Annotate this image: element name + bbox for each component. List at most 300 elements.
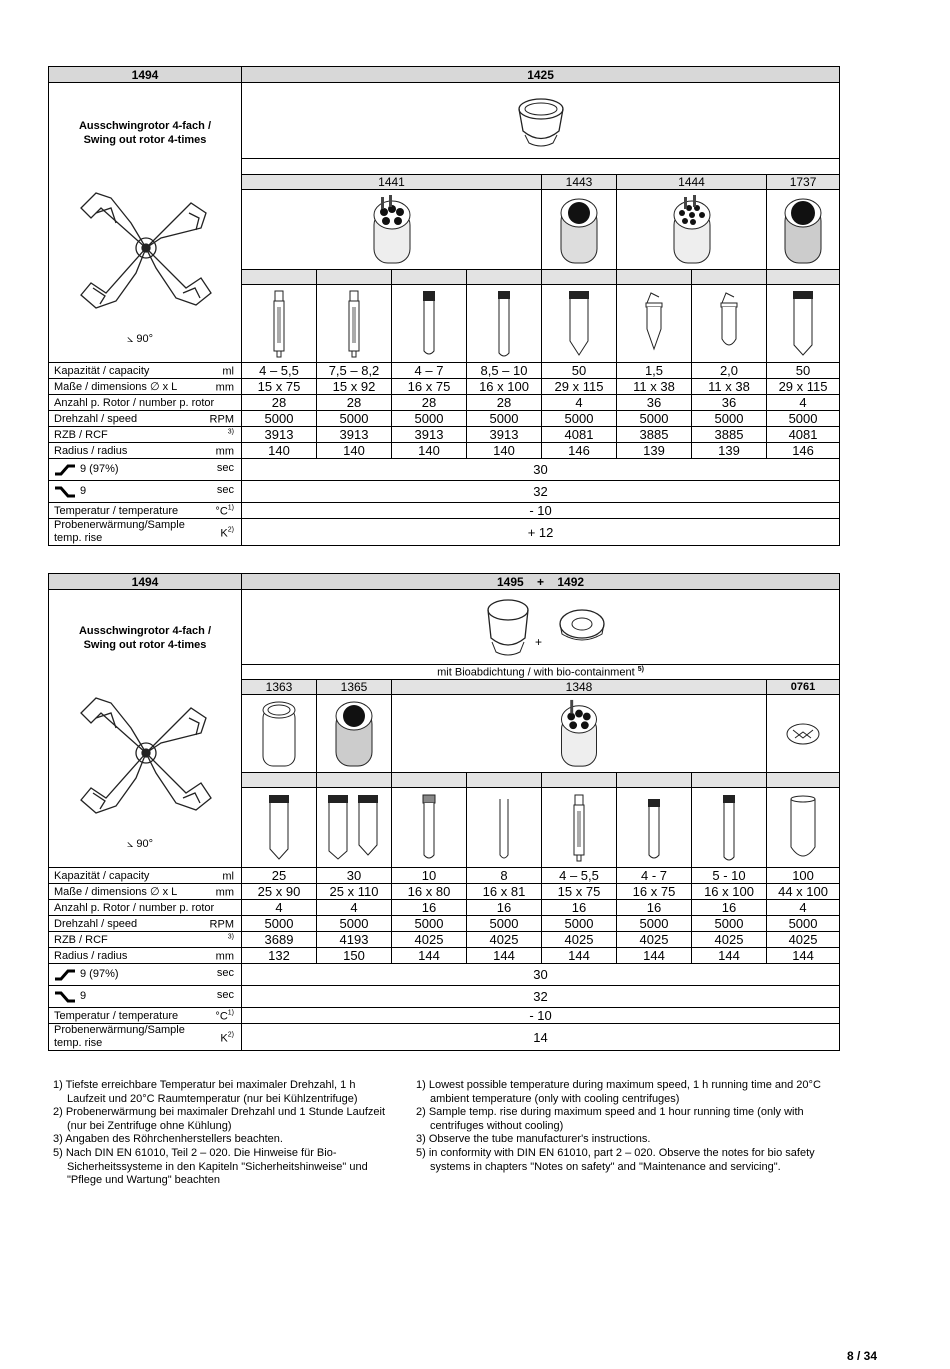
spacer [467,773,542,788]
bucket-image-cell [242,590,840,665]
data-row [49,932,840,948]
adapter-1444: 1444 [617,175,767,190]
value-cell: 4 [767,395,840,411]
value-cell: 15 x 75 [542,884,617,900]
value-cell: 16 [617,900,692,916]
row-unit [228,933,234,946]
capped-tube-icon [496,289,512,359]
conical-tube-pair-icon [326,793,382,863]
cylinder-adapter-icon [259,698,299,770]
decel-unit: sec [216,484,234,496]
footnote-de-1: 1) Tiefste erreichbare Temperatur bei maximaler Drehzahl, 1 h Laufzeit und 20°C Raumtemperatur (nur bei Kühlzentrifuge) [53,1079,358,1105]
single-hole-adapter-icon [556,193,602,267]
blood-tube-icon [572,793,586,863]
spacer [467,270,542,285]
spacer [767,270,840,285]
value-cell: 36 [692,395,767,411]
rotor-number: 1494 [49,67,242,83]
value-cell: 16 [692,900,767,916]
value-cell: 28 [317,395,392,411]
capped-tube-icon [646,793,662,863]
tube-image [317,788,392,868]
value-cell: 5000 [542,916,617,932]
row-label: Maße / dimensions ∅ x L [54,381,178,393]
value-cell: 11 x 38 [617,379,692,395]
tube-image [767,285,840,363]
value-cell: 146 [542,443,617,459]
angle-label [127,838,153,851]
row-label-cell [49,916,242,932]
value-cell: 5000 [692,411,767,427]
temp-label: Temperatur / temperature [54,504,179,517]
value-cell: 140 [317,443,392,459]
value-cell: 150 [317,948,392,964]
acceleration-ramp-icon [54,969,76,981]
value-cell: 28 [392,395,467,411]
value-cell: 50 [767,363,840,379]
rotor-name-de: Ausschwingrotor 4-fach / [78,120,212,132]
footnote-en-2: 2) Sample temp. rise during maximum speed and 1 hour running time (only with centrifuges without cooling) [416,1106,804,1132]
acceleration-ramp-icon [54,464,76,476]
value-cell: 3913 [317,427,392,443]
value-cell: 4193 [317,932,392,948]
row-label: RZB / RCF [54,428,108,441]
capped-tube-icon [421,793,437,863]
value-cell: 3913 [392,427,467,443]
deceleration-ramp-icon [54,991,76,1003]
accel-value: 30 [242,964,840,986]
value-cell: 36 [617,395,692,411]
accel-value: 30 [242,459,840,481]
value-cell: 3885 [617,427,692,443]
footnote-en-3: 3) Observe the tube manufacturer's instructions. [416,1133,651,1146]
row-unit [216,444,234,457]
spacer [542,270,617,285]
value-cell: 5000 [242,411,317,427]
value-cell: 5000 [242,916,317,932]
rise-label-2: temp. rise [54,1037,103,1049]
adapter-1737: 1737 [767,175,840,190]
decel-label: 9 [80,990,87,1003]
rise-row [49,519,840,546]
unit-text: K [220,1032,228,1045]
angle-icon: ⦣ [127,838,134,850]
adapter-image-1737 [767,190,840,270]
rotor-number: 1494 [49,574,242,590]
value-cell: 4 [242,900,317,916]
value-cell: 4 – 5,5 [542,868,617,884]
value-cell: 140 [242,443,317,459]
tube-image [617,788,692,868]
row-label-cell [49,868,242,884]
value-cell: 5000 [692,916,767,932]
adapter-1441: 1441 [242,175,542,190]
value-cell: 16 [467,900,542,916]
unit-text: ml [222,869,234,882]
spacer [692,270,767,285]
value-cell: 144 [692,948,767,964]
tube-image [392,285,467,363]
deceleration-ramp-icon [54,486,76,498]
value-cell: 16 x 75 [392,379,467,395]
temp-label: Temperatur / temperature [54,1009,179,1022]
value-cell: 144 [542,948,617,964]
decel-label-cell [49,481,242,503]
value-cell: 5000 [392,411,467,427]
value-cell: 11 x 38 [692,379,767,395]
tube-image [392,788,467,868]
conical-tube-icon [567,289,591,359]
unit-text: K [220,527,228,540]
value-cell: 15 x 75 [242,379,317,395]
bio-note-sup: 5) [637,665,644,673]
unit-text: °C [215,504,228,517]
rise-row [49,1024,840,1051]
rise-label-cell [49,519,242,546]
adapter-image-1348 [392,695,767,773]
adapter-image-0761 [767,695,840,773]
table2-data-rows [49,868,840,1051]
value-cell: 5000 [392,916,467,932]
decel-value: 32 [242,986,840,1008]
spacer [617,773,692,788]
value-cell: 5000 [767,916,840,932]
row-label-cell [49,948,242,964]
value-cell: 8 [467,868,542,884]
swing-out-rotor-illustration [71,688,221,818]
micro-tube-icon [718,289,740,359]
value-cell: 16 [542,900,617,916]
data-row [49,443,840,459]
multi-hole-adapter-icon [554,698,604,770]
rise-value: + 12 [242,519,840,546]
data-row [49,868,840,884]
unit-text: mm [215,949,234,962]
decel-row [49,986,840,1008]
spacer [692,773,767,788]
lid-icon [783,714,823,754]
value-cell: 4025 [467,932,542,948]
decel-value: 32 [242,481,840,503]
value-cell: 16 x 81 [467,884,542,900]
spacer [317,270,392,285]
spacer [767,773,840,788]
value-cell: 7,5 – 8,2 [317,363,392,379]
value-cell: 30 [317,868,392,884]
rise-unit [220,524,234,541]
data-row [49,411,840,427]
value-cell: 144 [467,948,542,964]
rise-unit [220,1029,234,1046]
value-cell: 28 [242,395,317,411]
tube-image [542,788,617,868]
value-cell: 29 x 115 [767,379,840,395]
accel-unit: sec [216,462,234,474]
micro-tube-icon [643,289,665,359]
bio-note: mit Bioabdichtung / with bio-containment [437,666,635,679]
tube-image [767,788,840,868]
data-row [49,427,840,443]
bucket-number: 1495 + 1492 [242,574,840,590]
row-label: Anzahl p. Rotor / number p. rotor [54,901,215,914]
rise-label-2: temp. rise [54,532,103,544]
value-cell: 25 [242,868,317,884]
value-cell: 44 x 100 [767,884,840,900]
value-cell: 4 [542,395,617,411]
value-cell: 16 x 80 [392,884,467,900]
open-tube-icon [496,793,512,863]
temp-label-cell [49,503,242,519]
wide-tube-icon [788,793,818,863]
value-cell: 3885 [692,427,767,443]
bio-bucket-icon [482,594,612,660]
value-cell: 132 [242,948,317,964]
angle-icon: ⦣ [127,333,134,345]
spacer [392,270,467,285]
rise-label-cell [49,1024,242,1051]
value-cell: 4025 [692,932,767,948]
value-cell: 4 – 5,5 [242,363,317,379]
unit-text: mm [215,444,234,457]
unit-sup: 1) [227,1009,234,1017]
footnote-en-5: 5) in conformity with DIN EN 61010, part 2 – 020. Observe the notes for bio safety systems in chapters "Notes on safety" and "Maintenance and servicing". [416,1146,815,1173]
unit-sup: 2) [227,526,234,534]
table1-data-rows [49,363,840,546]
tube-image [242,285,317,363]
footnote-de-3: 3) Angaben des Röhrchenherstellers beachten. [53,1133,283,1146]
tube-image [242,788,317,868]
row-label: Kapazität / capacity [54,364,150,377]
row-unit [216,949,234,962]
value-cell: 139 [692,443,767,459]
value-cell: 5000 [617,916,692,932]
accel-label-cell [49,459,242,481]
adapter-image-1363 [242,695,317,773]
unit-sup: 2) [227,1031,234,1039]
accel-unit: sec [216,967,234,979]
adapter-1363: 1363 [242,680,317,695]
data-row [49,379,840,395]
footnote-de-2: 2) Probenerwärmung bei maximaler Drehzahl und 1 Stunde Laufzeit (nur bei Zentrifuge ohne Kühlung) [53,1106,386,1132]
bio-note-cell [242,665,840,680]
spacer [242,270,317,285]
rise-label-1: Probenerwärmung/Sample [54,1024,185,1036]
data-row [49,884,840,900]
row-label-cell [49,932,242,948]
data-row [49,363,840,379]
adapter-1443: 1443 [542,175,617,190]
adapter-0761: 0761 [767,680,840,695]
temp-row [49,1008,840,1024]
swing-out-rotor-illustration [71,183,221,313]
row-label: Radius / radius [54,444,128,457]
value-cell: 144 [767,948,840,964]
value-cell: 3913 [242,427,317,443]
value-cell: 146 [767,443,840,459]
accel-row [49,964,840,986]
value-cell: 3689 [242,932,317,948]
value-cell: 3913 [467,427,542,443]
value-cell: 4081 [542,427,617,443]
row-label: Drehzahl / speed [54,412,138,425]
adapter-1365: 1365 [317,680,392,695]
value-cell: 144 [392,948,467,964]
row-label: Anzahl p. Rotor / number p. rotor [54,396,215,409]
multi-hole-adapter-icon [367,193,417,267]
row-unit [228,428,234,441]
accel-label: 9 (97%) [80,463,119,476]
accel-label-cell [49,964,242,986]
value-cell: 50 [542,363,617,379]
rotor-table-2 [48,573,840,1051]
value-cell: 4025 [542,932,617,948]
angle-value: 90° [136,333,154,345]
value-cell: 10 [392,868,467,884]
temp-value: - 10 [242,503,840,519]
row-label-cell [49,379,242,395]
spacer [617,270,692,285]
row-unit [216,885,234,898]
unit-sup: 3) [227,428,234,436]
adapter-image-1443 [542,190,617,270]
value-cell: 139 [617,443,692,459]
value-cell: 5000 [617,411,692,427]
row-unit [222,869,234,882]
spacer [542,773,617,788]
tube-image [467,285,542,363]
row-label-cell [49,900,242,916]
value-cell: 29 x 115 [542,379,617,395]
capped-tube-icon [721,793,737,863]
value-cell: 5000 [467,411,542,427]
value-cell: 25 x 110 [317,884,392,900]
footnote-en-1: 1) Lowest possible temperature during maximum speed, 1 h running time and 20°C ambient temperature (only with cooling centrifuges) [416,1079,821,1105]
value-cell: 4025 [617,932,692,948]
rotor-name-de: Ausschwingrotor 4-fach / [78,625,212,637]
single-hole-adapter-icon [780,193,826,267]
value-cell: 25 x 90 [242,884,317,900]
row-unit [210,412,234,425]
value-cell: 1,5 [617,363,692,379]
value-cell: 4 [767,900,840,916]
unit-text: RPM [209,917,234,930]
spacer-row [242,159,840,175]
value-cell: 4 [317,900,392,916]
row-label: RZB / RCF [54,933,108,946]
row-unit [210,917,234,930]
value-cell: 5000 [317,916,392,932]
value-cell: 2,0 [692,363,767,379]
rotor-name-en: Swing out rotor 4-times [83,639,207,651]
unit-text: mm [215,885,234,898]
unit-text: mm [215,380,234,393]
value-cell: 5000 [467,916,542,932]
spacer [317,773,392,788]
rotor-table-1 [48,66,840,546]
rise-value: 14 [242,1024,840,1051]
value-cell: 4025 [767,932,840,948]
tube-image [467,788,542,868]
round-bucket-icon [511,91,571,151]
tube-image [542,285,617,363]
row-label-cell [49,411,242,427]
value-cell: 5000 [542,411,617,427]
single-hole-adapter-icon [331,698,377,770]
value-cell: 140 [467,443,542,459]
blood-tube-icon [347,289,361,359]
rotor-cell [49,83,242,363]
tube-image [617,285,692,363]
bucket-image-cell [242,83,840,159]
value-cell: 5000 [317,411,392,427]
unit-sup: 3) [227,933,234,941]
value-cell: 144 [617,948,692,964]
adapter-1348: 1348 [392,680,767,695]
temp-unit [215,1009,234,1022]
adapter-image-1444 [617,190,767,270]
value-cell: 16 x 75 [617,884,692,900]
rotor-name-en: Swing out rotor 4-times [83,134,207,146]
row-label-cell [49,427,242,443]
temp-unit [215,504,234,517]
decel-row [49,481,840,503]
conical-tube-icon [791,289,815,359]
blood-tube-icon [272,289,286,359]
data-row [49,916,840,932]
bucket-number: 1425 [242,67,840,83]
angle-label [127,333,153,346]
decel-unit: sec [216,989,234,1001]
value-cell: 15 x 92 [317,379,392,395]
page-number: 8 / 34 [846,1349,877,1363]
value-cell: 8,5 – 10 [467,363,542,379]
value-cell: 4025 [392,932,467,948]
spacer [392,773,467,788]
row-label: Drehzahl / speed [54,917,138,930]
rise-label-1: Probenerwärmung/Sample [54,519,185,531]
angle-value: 90° [136,838,154,850]
value-cell: 5 - 10 [692,868,767,884]
value-cell: 140 [392,443,467,459]
temp-row [49,503,840,519]
value-cell: 28 [467,395,542,411]
value-cell: 5000 [767,411,840,427]
unit-sup: 1) [227,504,234,512]
plus-sign: + [535,635,543,649]
row-label: Kapazität / capacity [54,869,150,882]
conical-tube-icon [267,793,291,863]
accel-label: 9 (97%) [80,968,119,981]
rotor-cell [49,590,242,868]
decel-label-cell [49,986,242,1008]
capped-tube-icon [421,289,437,359]
data-row [49,948,840,964]
temp-value: - 10 [242,1008,840,1024]
footnotes-de [53,1079,389,1188]
row-label-cell [49,884,242,900]
row-label: Radius / radius [54,949,128,962]
spacer [242,773,317,788]
row-label-cell [49,395,242,411]
unit-text: RPM [209,412,234,425]
adapter-image-1365 [317,695,392,773]
tube-image [317,285,392,363]
accel-row [49,459,840,481]
value-cell: 16 [392,900,467,916]
value-cell: 16 x 100 [692,884,767,900]
value-cell: 4081 [767,427,840,443]
footnotes-en [416,1079,831,1174]
